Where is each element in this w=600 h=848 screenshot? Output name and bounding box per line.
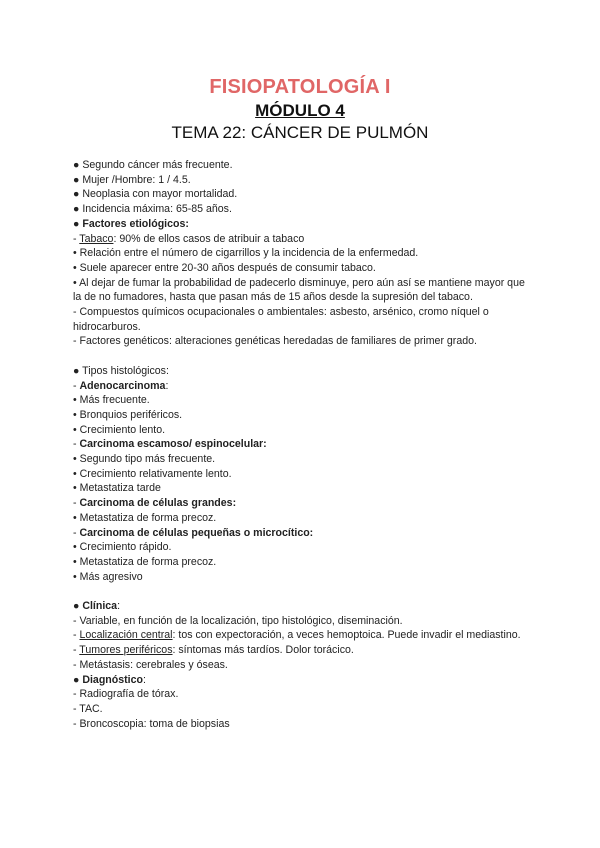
blank-line — [73, 349, 533, 364]
body-line: • Más agresivo — [73, 570, 143, 583]
module-heading: MÓDULO 4 — [255, 101, 345, 120]
document-body — [73, 158, 533, 731]
bold-term: Carcinoma de células pequeñas o microcítico: — [79, 526, 314, 539]
body-line: - Compuestos químicos ocupacionales o ambientales: asbesto, arsénico, cromo níquel o hidrocarburos. — [73, 306, 489, 333]
body-line — [73, 217, 533, 232]
body-line: ● Mujer /Hombre: 1 / 4.5. — [73, 173, 191, 186]
body-line: • Metastatiza de forma precoz. — [73, 511, 217, 524]
body-line: ● Tipos histológicos: — [73, 364, 169, 377]
body-line: - Variable, en función de la localización, tipo histológico, diseminación. — [73, 614, 403, 627]
body-line: • Suele aparecer entre 20-30 años después de consumir tabaco. — [73, 261, 376, 274]
blank-line — [73, 584, 533, 599]
bold-term: Carcinoma de células grandes: — [79, 497, 237, 510]
body-line: - Radiografía de tórax. — [73, 688, 179, 701]
body-line: - TAC. — [73, 702, 103, 715]
bold-term: ● Clínica — [73, 600, 118, 613]
document-title: FISIOPATOLOGÍA I — [209, 76, 391, 98]
body-line: • Segundo tipo más frecuente. — [73, 453, 216, 466]
body-line: - Carcinoma de células pequeñas o microcítico: — [73, 526, 314, 539]
topic-heading: TEMA 22: CÁNCER DE PULMÓN — [171, 123, 429, 142]
bold-heading: ● Factores etiológicos: — [73, 217, 189, 230]
body-line: • Relación entre el número de cigarrillos y la incidencia de la enfermedad. — [73, 247, 419, 260]
underlined-term: Tumores periféricos — [79, 644, 173, 657]
body-line: - Carcinoma escamoso/ espinocelular: — [73, 438, 267, 451]
body-line: ● Clínica: — [73, 600, 121, 613]
body-line: ● Neoplasia con mayor mortalidad. — [73, 188, 238, 201]
body-line: - Carcinoma de células grandes: — [73, 497, 237, 510]
body-line: • Bronquios periféricos. — [73, 408, 183, 421]
body-line: • Al dejar de fumar la probabilidad de padecerlo disminuye, pero aún así se mantiene mayor que la de no fumadores, hasta que pasan más de 15 años desde la supresión del tabaco. — [73, 276, 525, 304]
underlined-term: Tabaco — [79, 232, 114, 245]
body-line: - Adenocarcinoma: — [73, 379, 169, 392]
body-line: • Crecimiento relativamente lento. — [73, 467, 232, 480]
body-line: • Metastatiza tarde — [73, 482, 161, 495]
body-line: • Metastatiza de forma precoz. — [73, 555, 217, 568]
body-line: ● Diagnóstico: — [73, 673, 146, 686]
body-line: • Más frecuente. — [73, 394, 150, 407]
body-line: • Crecimiento lento. — [73, 423, 166, 436]
body-line: - Tumores periféricos: síntomas más tardíos. Dolor torácico. — [73, 644, 354, 657]
underlined-term: Localización central — [79, 629, 173, 642]
body-line: ● Segundo cáncer más frecuente. — [73, 159, 233, 171]
body-line: - Tabaco: 90% de ellos casos de atribuir a tabaco — [73, 232, 305, 245]
bold-term: ● Diagnóstico — [73, 673, 143, 686]
bold-term: Adenocarcinoma — [79, 379, 166, 392]
body-line: • Crecimiento rápido. — [73, 541, 172, 554]
body-line: - Metástasis: cerebrales y óseas. — [73, 658, 228, 671]
body-line: ● Incidencia máxima: 65-85 años. — [73, 203, 232, 216]
bold-term: Carcinoma escamoso/ espinocelular: — [79, 438, 267, 451]
body-line: - Broncoscopia: toma de biopsias — [73, 717, 230, 730]
body-line: - Factores genéticos: alteraciones genéticas heredadas de familiares de primer grado. — [73, 335, 477, 348]
body-line: - Localización central: tos con expectoración, a veces hemoptoica. Puede invadir el mediastino. — [73, 629, 521, 642]
